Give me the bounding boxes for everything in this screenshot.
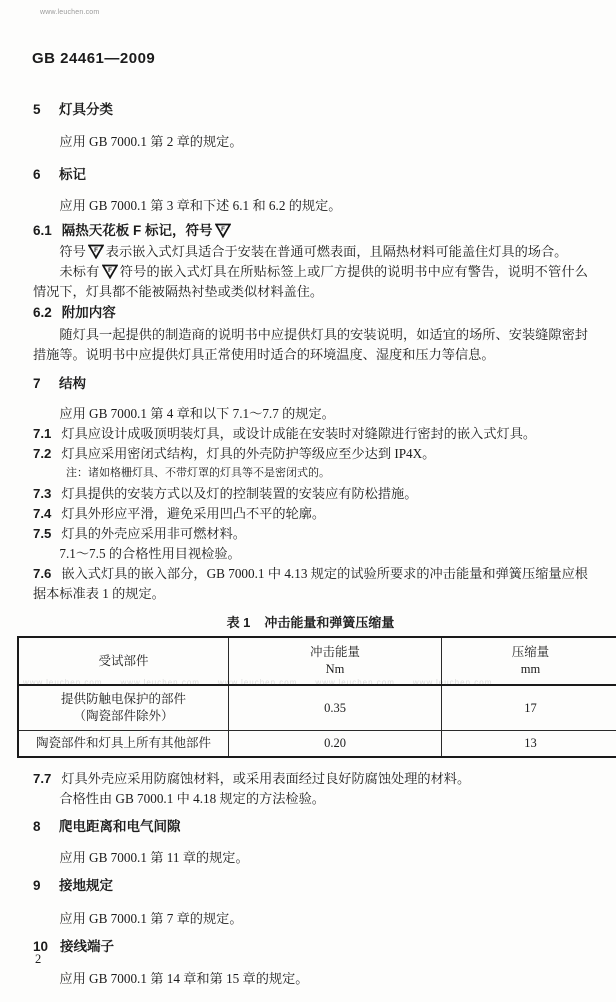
table-1-label: 表 1 xyxy=(226,615,251,630)
header-impact-unit: Nm xyxy=(325,662,345,676)
section-6-2-paragraph: 随灯具一起提供的制造商的说明书中应提供灯具的安装说明，如适宜的场所、安装缝隙密封措施等。说明书中应提供灯具正常使用时适合的环境温度、湿度和压力等信息。 xyxy=(33,327,588,362)
clause-number: 7.4 xyxy=(33,506,52,521)
paragraph-text: 表示嵌入式灯具适合于安装在普通可燃表面，且隔热材料可能盖住灯具的场合。 xyxy=(105,244,568,259)
standard-number: GB 24461—2009 xyxy=(32,50,156,67)
clause-7-2 xyxy=(33,444,588,464)
section-8-number: 8 xyxy=(33,819,41,834)
cell-part-line2: （陶瓷部件除外） xyxy=(73,709,174,723)
cell-compression: 17 xyxy=(442,685,616,731)
section-10-paragraph: 应用 GB 7000.1 第 14 章和第 15 章的规定。 xyxy=(59,971,309,986)
section-5-number: 5 xyxy=(33,102,41,117)
clause-text: 嵌入式灯具的嵌入部分，GB 7000.1 中 4.13 规定的试验所要求的冲击能量和弹簧压缩量应根据本标准表 1 的规定。 xyxy=(33,566,588,601)
clause-7-2-note: 注：诸如格栅灯具、不带灯罩的灯具等不是密闭式的。 xyxy=(66,467,330,479)
table-1-title: 冲击能量和弹簧压缩量 xyxy=(264,615,395,630)
section-6-2-title: 附加内容 xyxy=(61,305,116,320)
clause-7-5 xyxy=(33,524,588,544)
section-7-title: 结构 xyxy=(59,376,86,391)
section-6-1-number: 6.1 xyxy=(33,223,52,238)
section-6-1-paragraph-1 xyxy=(33,242,588,262)
paragraph-text: 符号的嵌入式灯具在所贴标签上或厂方提供的说明书中应有警告，说明不管什么情况下，灯具都不能被隔热衬垫或类似材料盖住。 xyxy=(33,264,588,299)
header-compression-name: 压缩量 xyxy=(511,645,550,659)
table-1 xyxy=(17,636,591,758)
section-6-1-paragraph-2 xyxy=(33,262,588,302)
paragraph-text: 未标有 xyxy=(59,264,100,279)
clause-text: 灯具提供的安装方式以及灯的控制装置的安装应有防松措施。 xyxy=(61,486,418,501)
page-number: 2 xyxy=(35,952,42,966)
section-8-heading xyxy=(33,818,588,836)
section-8-title: 爬电距离和电气间隙 xyxy=(59,819,181,834)
watermark-text: www.leuchen.com xyxy=(40,9,100,16)
header-impact-name: 冲击能量 xyxy=(309,645,360,659)
clause-7-7 xyxy=(33,769,588,789)
clause-7-1 xyxy=(33,424,588,444)
svg-text:F: F xyxy=(93,246,98,254)
header-cell-impact xyxy=(229,637,442,685)
document-body xyxy=(0,101,616,989)
section-10-heading xyxy=(33,938,588,956)
svg-text:F: F xyxy=(220,225,225,233)
clause-number: 7.5 xyxy=(33,526,52,541)
section-5-heading xyxy=(33,101,588,119)
clause-text: 灯具应采用密闭式结构，灯具的外壳防护等级应至少达到 IP4X。 xyxy=(61,446,436,461)
section-6-paragraph: 应用 GB 7000.1 第 3 章和下述 6.1 和 6.2 的规定。 xyxy=(59,198,342,213)
table-row xyxy=(18,685,616,731)
table-1-caption xyxy=(33,612,588,631)
section-9-title: 接地规定 xyxy=(59,878,113,893)
clause-number: 7.7 xyxy=(33,771,52,786)
cell-compression: 13 xyxy=(442,731,616,758)
section-6-number: 6 xyxy=(33,167,41,182)
section-6-title: 标记 xyxy=(59,167,86,182)
section-6-heading xyxy=(33,166,588,184)
clause-7-5-conformity: 7.1～7.5 的合格性用目视检验。 xyxy=(59,546,241,561)
clause-7-6 xyxy=(33,564,588,604)
header-compression-unit: mm xyxy=(520,662,541,676)
clause-7-4 xyxy=(33,504,588,524)
paragraph-text: 符号 xyxy=(59,244,86,259)
section-9-heading xyxy=(33,877,588,895)
cell-part xyxy=(18,685,229,731)
section-6-1-title: 隔热天花板 F 标记，符号 xyxy=(61,223,213,238)
section-6-2-heading xyxy=(33,304,588,322)
section-6-1-heading xyxy=(33,222,588,240)
clause-number: 7.2 xyxy=(33,446,52,461)
scan-watermark-artifact: www.leuchen.com www.leuchen.com www.leuchen.com www.leuchen.com www.leuchen.com xyxy=(23,678,493,687)
section-9-paragraph: 应用 GB 7000.1 第 7 章的规定。 xyxy=(59,911,243,926)
header-cell-compression xyxy=(442,637,616,685)
section-9-number: 9 xyxy=(33,878,41,893)
clause-text: 灯具外形应平滑，避免采用凹凸不平的轮廓。 xyxy=(61,506,326,521)
clause-number: 7.6 xyxy=(33,566,52,581)
section-5-paragraph: 应用 GB 7000.1 第 2 章的规定。 xyxy=(59,134,243,149)
f-mark-icon xyxy=(102,264,118,279)
table-row xyxy=(18,731,616,758)
cell-part-line1: 提供防触电保护的部件 xyxy=(60,692,186,706)
header-cell-part: 受试部件 xyxy=(18,637,229,685)
section-8-paragraph: 应用 GB 7000.1 第 11 章的规定。 xyxy=(59,850,249,865)
section-10-title: 接线端子 xyxy=(60,939,115,954)
clause-7-7-conformity: 合格性由 GB 7000.1 中 4.18 规定的方法检验。 xyxy=(59,791,325,806)
clause-text: 灯具外壳应采用防腐蚀材料，或采用表面经过良好防腐蚀处理的材料。 xyxy=(61,771,471,786)
cell-impact: 0.20 xyxy=(229,731,442,758)
clause-number: 7.1 xyxy=(33,426,52,441)
section-7-number: 7 xyxy=(33,376,41,391)
clause-text: 灯具的外壳应采用非可燃材料。 xyxy=(61,526,246,541)
section-7-intro: 应用 GB 7000.1 第 4 章和以下 7.1～7.7 的规定。 xyxy=(59,406,335,421)
cell-part: 陶瓷部件和灯具上所有其他部件 xyxy=(18,731,229,758)
clause-text: 灯具应设计成吸顶明装灯具，或设计成能在安装时对缝隙进行密封的嵌入式灯具。 xyxy=(61,426,537,441)
cell-impact: 0.35 xyxy=(229,685,442,731)
svg-text:F: F xyxy=(107,266,112,274)
table-header-row xyxy=(18,637,616,685)
section-10-number: 10 xyxy=(33,939,49,954)
clause-number: 7.3 xyxy=(33,486,52,501)
section-7-heading xyxy=(33,375,588,393)
section-6-2-number: 6.2 xyxy=(33,305,52,320)
clause-7-3 xyxy=(33,484,588,504)
section-5-title: 灯具分类 xyxy=(59,102,113,117)
f-mark-icon xyxy=(215,223,231,238)
f-mark-icon xyxy=(88,244,104,259)
